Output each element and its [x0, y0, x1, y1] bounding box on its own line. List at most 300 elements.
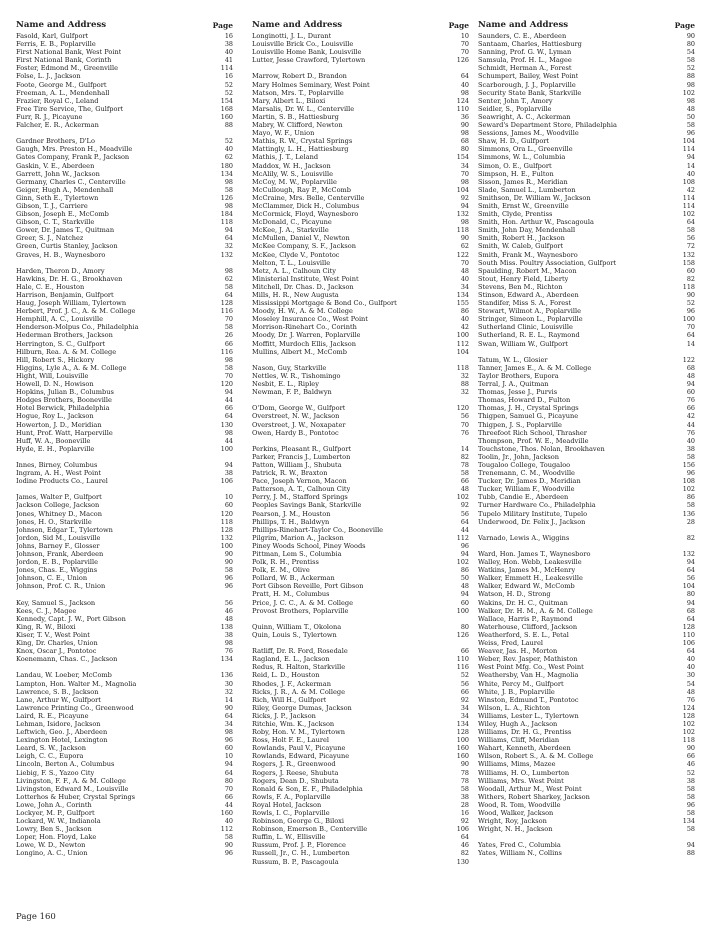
entry-name: Stevens, Ben M., Richton	[478, 282, 563, 291]
entry-page: 112	[456, 339, 469, 348]
directory-entry	[478, 631, 695, 639]
entry-name: Iodine Products Co., Laurel	[16, 477, 108, 486]
directory-entry	[478, 218, 695, 226]
directory-entry	[16, 769, 233, 777]
entry-page: 52	[686, 64, 695, 73]
entry-name: Tubb, Candie E., Aberdeen	[478, 493, 569, 502]
directory-entry	[478, 331, 695, 339]
entry-name: O'Dom, George W., Gulfport	[252, 404, 346, 413]
directory-entry	[478, 145, 695, 153]
directory-entry	[252, 210, 469, 218]
entry-page: 98	[686, 80, 695, 89]
entry-name: Patton, William J., Shubuta	[252, 460, 342, 469]
entry-page: 90	[224, 550, 233, 558]
entry-page: 66	[686, 752, 695, 761]
entry-name: Ward, Hon. James T., Waynesboro	[478, 550, 591, 558]
directory-entry	[478, 688, 695, 696]
entry-name: Lawrence Printing Co., Greenwood	[16, 703, 134, 712]
directory-entry	[16, 291, 233, 299]
directory-entry	[478, 728, 695, 736]
directory-entry	[252, 461, 469, 469]
entry-name: Thomas, J. H., Crystal Springs	[478, 404, 579, 413]
entry-page: 110	[456, 104, 469, 113]
directory-entry	[478, 566, 695, 574]
directory-entry	[252, 582, 469, 590]
directory-entry	[478, 307, 695, 315]
entry-name: Rowlands, Paul V., Picayune	[252, 744, 346, 753]
directory-entry	[16, 396, 233, 404]
entry-page: 64	[460, 517, 469, 526]
directory-entry	[16, 445, 233, 453]
entry-page: 76	[224, 647, 233, 656]
entry-name: Touchstone, Thos. Nolan, Brookhaven	[478, 444, 605, 453]
entry-page: 94	[460, 590, 469, 599]
directory-entry	[252, 89, 469, 97]
entry-page: 42	[460, 323, 469, 332]
entry-page: 50	[460, 574, 469, 583]
entry-page: 116	[220, 347, 233, 356]
entry-name: Graves, H. B., Waynesboro	[16, 250, 106, 259]
entry-page: 114	[220, 64, 233, 73]
directory-entry	[478, 501, 695, 509]
entry-page: 96	[686, 307, 695, 316]
directory-entry	[478, 404, 695, 412]
directory-entry	[252, 340, 469, 348]
entry-name: Foote, George M., Gulfport	[16, 80, 107, 89]
directory-entry	[252, 72, 469, 80]
entry-page: 66	[460, 687, 469, 696]
entry-name: Wright, N. H., Jackson	[478, 825, 553, 834]
directory-entry	[478, 97, 695, 105]
entry-name: Senter, John T., Amory	[478, 96, 553, 105]
directory-entry	[252, 259, 469, 267]
directory-entry	[478, 210, 695, 218]
entry-name: Yates, Fred C., Columbia	[478, 841, 561, 850]
entry-page: 160	[220, 112, 233, 121]
entry-name: Matson, Mrs. T., Poplarville	[252, 88, 344, 97]
entry-page: 32	[460, 371, 469, 380]
entry-name: James, Walter P., Gulfport	[16, 493, 102, 502]
entry-name: Lowry, Ben S., Jackson	[16, 825, 92, 834]
directory-entry	[478, 485, 695, 493]
entry-name: McCormick, Floyd, Waynesboro	[252, 210, 359, 219]
entry-page: 120	[220, 380, 233, 389]
directory-entry	[16, 510, 233, 518]
directory-entry	[478, 380, 695, 388]
entry-name: Polk, E. M., Olive	[252, 566, 310, 575]
entry-page: 132	[456, 210, 469, 219]
directory-entry	[16, 299, 233, 307]
entry-page: 58	[224, 363, 233, 372]
directory-entry	[16, 542, 233, 550]
entry-name: Lehman, Isidore, Jackson	[16, 719, 101, 728]
directory-entry	[252, 364, 469, 372]
directory-entry	[252, 56, 469, 64]
directory-entry	[252, 445, 469, 453]
entry-name: Parker, Francis J., Lumberton	[252, 452, 351, 461]
entry-page: 46	[460, 841, 469, 850]
entry-page: 94	[224, 226, 233, 235]
entry-page: 58	[686, 452, 695, 461]
entry-page: 94	[224, 460, 233, 469]
directory-entry	[16, 493, 233, 501]
entry-name: Gardner Brothers, D'Lo	[16, 137, 95, 146]
entry-page: 104	[456, 347, 469, 356]
entry-page: 60	[224, 744, 233, 753]
entry-name: McCullough, Ray P., McComb	[252, 185, 352, 194]
entry-name: Riley, George Dumas, Jackson	[252, 703, 352, 712]
entry-name: Gaugh, Mrs. Preston H., Meadville	[16, 145, 133, 154]
entry-page: 108	[682, 177, 695, 186]
entry-page: 70	[686, 323, 695, 332]
directory-entry	[252, 453, 469, 461]
entry-page: 158	[682, 258, 695, 267]
directory-entry	[16, 251, 233, 259]
entry-name: Mary, Albert L., Biloxi	[252, 96, 326, 105]
directory-entry	[478, 461, 695, 469]
directory-entry	[16, 81, 233, 89]
entry-name: Rowls, I. C., Poplarville	[252, 809, 330, 817]
directory-entry	[252, 801, 469, 809]
entry-name: Thomas, Jesse J., Purvis	[478, 388, 558, 397]
directory-entry	[252, 574, 469, 582]
entry-page: 90	[224, 558, 233, 567]
directory-entry	[478, 421, 695, 429]
entry-page: 90	[224, 841, 233, 850]
entry-name: Price, J. C. C., A. & M. College	[252, 598, 354, 607]
entry-page: 14	[224, 695, 233, 704]
entry-page: 98	[460, 129, 469, 138]
entry-name: Moody, H. W., A. & M. College	[252, 307, 353, 316]
entry-name: Newman, F. P., Baldwyn	[252, 388, 332, 397]
entry-name: Louisville Home Bank, Louisville	[252, 48, 362, 57]
entry-name: Wood, R. Tom, Woodville	[478, 800, 561, 809]
entry-name: Quin, Louis S., Tylertown	[252, 630, 337, 639]
entry-name: Mabry, W. Clifford, Newton	[252, 121, 343, 130]
entry-page: 34	[460, 703, 469, 712]
directory-entry	[252, 291, 469, 299]
directory-entry	[16, 841, 233, 849]
entry-page: 110	[682, 630, 695, 639]
entry-name: Varnado, Lewis A., Wiggins	[478, 533, 570, 542]
entry-name: Maddox, W. H., Jackson	[252, 161, 331, 170]
entry-page: 94	[224, 760, 233, 769]
section-gap	[252, 639, 469, 647]
directory-entry	[478, 275, 695, 283]
entry-name: Hawkins, Dr. H. G., Brookhaven	[16, 274, 123, 283]
entry-page: 58	[686, 501, 695, 510]
entry-name: Tucker, Dr. James D., Meridian	[478, 477, 581, 486]
entry-page: 128	[220, 525, 233, 534]
entry-name: Ragland, E. L., Jackson	[252, 655, 330, 664]
entry-page: 58	[686, 792, 695, 801]
directory-entry	[252, 145, 469, 153]
directory-entry	[16, 137, 233, 145]
entry-page: 104	[456, 185, 469, 194]
entry-page: 38	[686, 444, 695, 453]
entry-name: Haug, Joseph William, Tylertown	[16, 299, 127, 308]
entry-page: 70	[460, 420, 469, 429]
entry-page: 58	[224, 185, 233, 194]
entry-name: Port Gibson Reveille, Port Gibson	[252, 582, 364, 591]
entry-page: 168	[220, 104, 233, 113]
directory-entry	[478, 429, 695, 437]
entry-name: Smith, Hon. Arthur W., Pascagoula	[478, 218, 594, 227]
directory-entry	[16, 437, 233, 445]
entry-name: Threefoot Rich School, Thrasher	[478, 428, 587, 437]
directory-entry	[16, 582, 233, 590]
entry-name: Provost Brothers, Poplarville	[252, 606, 349, 615]
entry-page: 108	[682, 477, 695, 486]
entry-name: Free Tire Service, The, Gulfport	[16, 104, 124, 113]
entry-name: Lockyer, M. P., Gulfport	[16, 809, 95, 817]
entry-name: Mattingly, L. H., Hattiesburg	[252, 145, 349, 154]
entry-page: 92	[460, 817, 469, 826]
entry-name: Smith, Clyde, Prentiss	[478, 210, 553, 219]
entry-page: 96	[224, 736, 233, 745]
directory-entry	[16, 226, 233, 234]
entry-name: Lotterhos & Huber, Crystal Springs	[16, 792, 136, 801]
entry-page: 60	[460, 598, 469, 607]
directory-entry	[252, 825, 469, 833]
entry-name: Roby, Hon. V. M., Tylertown	[252, 728, 345, 737]
entry-name: Ferris, E. B., Poplarville	[16, 40, 96, 49]
entry-page: 134	[220, 169, 233, 178]
directory-entry	[252, 315, 469, 323]
directory-entry	[252, 777, 469, 785]
entry-page: 100	[456, 606, 469, 615]
entry-page: 56	[686, 234, 695, 243]
entry-name: Perry, J. M., Stafford Springs	[252, 493, 348, 502]
directory-entry	[16, 178, 233, 186]
section-gap	[252, 356, 469, 364]
directory-entry	[252, 32, 469, 40]
entry-page: 70	[460, 169, 469, 178]
directory-entry	[252, 720, 469, 728]
entry-name: Thigpen, J. S., Poplarville	[478, 420, 562, 429]
entry-name: Koenemann, Chas. C., Jackson	[16, 655, 118, 664]
entry-page: 106	[456, 825, 469, 834]
entry-name: Tougaloo College, Tougaloo	[478, 460, 571, 469]
entry-name: Robinson, Emerson B., Centerville	[252, 825, 368, 834]
directory-entry	[16, 639, 233, 647]
entry-page: 16	[224, 72, 233, 81]
directory-entry	[16, 315, 233, 323]
entry-name: Rogers, Dean D., Shubuta	[252, 776, 339, 785]
directory-entry	[478, 777, 695, 785]
entry-list	[252, 32, 469, 866]
entry-name: King, R. W., Biloxi	[16, 622, 76, 631]
entry-page: 52	[460, 671, 469, 680]
directory-entry	[16, 461, 233, 469]
directory-entry	[478, 437, 695, 445]
entry-page: 90	[460, 234, 469, 243]
directory-entry	[252, 712, 469, 720]
directory-entry	[252, 372, 469, 380]
entry-name: Johnson, C. E., Union	[16, 574, 88, 583]
entry-name: Trenemann, C. M., Woodville	[478, 469, 575, 478]
entry-name: Hilburn, Rea. A. & M. College	[16, 347, 117, 356]
entry-name: Withers, Robert Sharkey, Jackson	[478, 792, 590, 801]
entry-name: Thompson, Prof. W. E., Meadville	[478, 436, 589, 445]
section-gap	[16, 663, 233, 671]
entry-name: Sessions, James M., Woodville	[478, 129, 579, 138]
entry-name: White, Percy M., Gulfport	[478, 679, 564, 688]
entry-name: Wakins, Dr. H. C., Quitman	[478, 598, 568, 607]
entry-name: Melton, T. L., Louisville	[252, 258, 331, 267]
section-gap	[16, 485, 233, 493]
entry-name: Robinson, George G., Biloxi	[252, 817, 344, 826]
directory-entry	[478, 234, 695, 242]
entry-name: Piney Woods School, Piney Woods	[252, 541, 366, 550]
entry-page: 48	[460, 582, 469, 591]
entry-name: Underwood, Dr. Felix J., Jackson	[478, 517, 586, 526]
directory-entry	[478, 186, 695, 194]
directory-entry	[16, 421, 233, 429]
directory-entry	[478, 202, 695, 210]
entry-name: Swan, William W., Gulfport	[478, 339, 568, 348]
entry-page: 118	[456, 363, 469, 372]
directory-entry	[252, 380, 469, 388]
directory-entry	[252, 275, 469, 283]
entry-page: 96	[460, 541, 469, 550]
entry-page: 40	[224, 817, 233, 826]
entry-page: 76	[686, 396, 695, 405]
directory-entry	[252, 218, 469, 226]
entry-page: 58	[460, 784, 469, 793]
entry-page: 102	[682, 88, 695, 97]
entry-page: 40	[224, 145, 233, 154]
directory-entry	[478, 356, 695, 364]
entry-page: 64	[224, 412, 233, 421]
entry-page: 34	[224, 719, 233, 728]
entry-page: 100	[220, 541, 233, 550]
entry-name: Williams, Lester L., Tylertown	[478, 711, 579, 720]
entry-page: 16	[460, 809, 469, 817]
entry-name: Rogers, J. Reese, Shubuta	[252, 768, 339, 777]
directory-entry	[478, 558, 695, 566]
directory-entry	[16, 267, 233, 275]
directory-entry	[16, 849, 233, 857]
directory-entry	[252, 510, 469, 518]
directory-entry	[16, 501, 233, 509]
entry-name: West Point Mfg. Co., West Point	[478, 663, 584, 672]
directory-entry	[478, 396, 695, 404]
entry-name: Hopkins, Julian B., Columbus	[16, 388, 114, 397]
entry-name: Taylor Brothers, Eupora	[478, 371, 559, 380]
entry-page: 98	[224, 428, 233, 437]
directory-page	[16, 14, 695, 914]
entry-name: Landau, W. Loeber, McComb	[16, 671, 112, 680]
entry-page: 28	[460, 800, 469, 809]
entry-name: Williams, Cliff, Meridian	[478, 736, 560, 745]
entry-page: 94	[460, 201, 469, 210]
entry-name: Seidler, S., Poplarville	[478, 104, 552, 113]
entry-page: 28	[686, 517, 695, 526]
directory-entry	[252, 623, 469, 631]
entry-name: Harden, Theron D., Amory	[16, 266, 105, 275]
entry-name: Folse, L. J., Jackson	[16, 72, 81, 81]
entry-name: Winston, Edmund T., Pontotoc	[478, 695, 579, 704]
entry-page: 62	[224, 274, 233, 283]
entry-page: 56	[224, 598, 233, 607]
directory-entry	[16, 412, 233, 420]
entry-name: Thigpen, Samuel G., Picayune	[478, 412, 579, 421]
entry-name: McMullen, Daniel V., Newton	[252, 234, 350, 243]
entry-page: 40	[686, 663, 695, 672]
entry-page: 155	[456, 299, 469, 308]
entry-page: 48	[460, 266, 469, 275]
directory-entry	[252, 542, 469, 550]
entry-name: Williams, H. O., Lumberton	[478, 768, 570, 777]
entry-name: McAlily, W. S., Louisville	[252, 169, 333, 178]
entry-page: 94	[686, 558, 695, 567]
entry-name: Tatum, W. L., Glosier	[478, 355, 548, 364]
entry-page: 132	[682, 550, 695, 558]
entry-page: 34	[460, 711, 469, 720]
directory-entry	[252, 283, 469, 291]
directory-entry	[478, 340, 695, 348]
entry-page: 104	[682, 582, 695, 591]
entry-name: Santaam, Charles, Hattiesburg	[478, 40, 582, 49]
entry-page: 38	[224, 40, 233, 49]
directory-entry	[478, 704, 695, 712]
entry-name: Pilgrim, Marion A., Jackson	[252, 533, 344, 542]
entry-name: Samsula, Prof. H. L., Magee	[478, 56, 572, 65]
directory-entry	[252, 663, 469, 671]
entry-name: Johns, Barney F., Glosser	[16, 541, 100, 550]
directory-entry	[16, 202, 233, 210]
entry-name: Huff, W. A., Booneville	[16, 436, 91, 445]
entry-name: South Miss. Poultry Association, Gulfport	[478, 258, 617, 267]
directory-entry	[16, 793, 233, 801]
entry-page: 94	[224, 388, 233, 397]
entry-page: 118	[220, 218, 233, 227]
entry-name: Patrick, R. W., Braxton	[252, 469, 328, 478]
entry-name: Rogers, J. R., Greenwood	[252, 760, 336, 769]
directory-entry	[16, 372, 233, 380]
entry-name: McKee, J. A., Starkville	[252, 226, 329, 235]
directory-entry	[478, 590, 695, 598]
entry-name: Rowlands, Edward, Picayune	[252, 752, 350, 761]
entry-page: 136	[220, 671, 233, 680]
entry-page: 86	[686, 493, 695, 502]
section-gap	[478, 833, 695, 841]
entry-name: Wahart, Kenneth, Aberdeen	[478, 744, 571, 753]
directory-entry	[16, 40, 233, 48]
directory-entry	[252, 688, 469, 696]
entry-name: Howell, D. N., Howison	[16, 380, 94, 389]
directory-entry	[478, 817, 695, 825]
entry-page: 58	[686, 809, 695, 817]
entry-name: Ross, Holt F. E., Laurel	[252, 736, 330, 745]
directory-entry	[252, 170, 469, 178]
entry-page: 60	[224, 501, 233, 510]
entry-name: Hunt, Prof. Watt, Harperville	[16, 428, 113, 437]
directory-entry	[16, 121, 233, 129]
directory-entry	[478, 105, 695, 113]
entry-name: Mills, H. R., New Augusta	[252, 291, 339, 299]
entry-page: 96	[224, 849, 233, 858]
entry-name: Tucker, William F., Woodville	[478, 485, 575, 494]
directory-entry	[252, 105, 469, 113]
entry-name: Waterhouse, Clifford, Jackson	[478, 622, 578, 631]
column-header-page: Page	[448, 21, 469, 30]
entry-name: Johnson, Edgar T., Tylertown	[16, 525, 113, 534]
directory-entry	[478, 680, 695, 688]
entry-name: Smith, Frank M., Waynesboro	[478, 250, 578, 259]
entry-page: 88	[686, 72, 695, 81]
